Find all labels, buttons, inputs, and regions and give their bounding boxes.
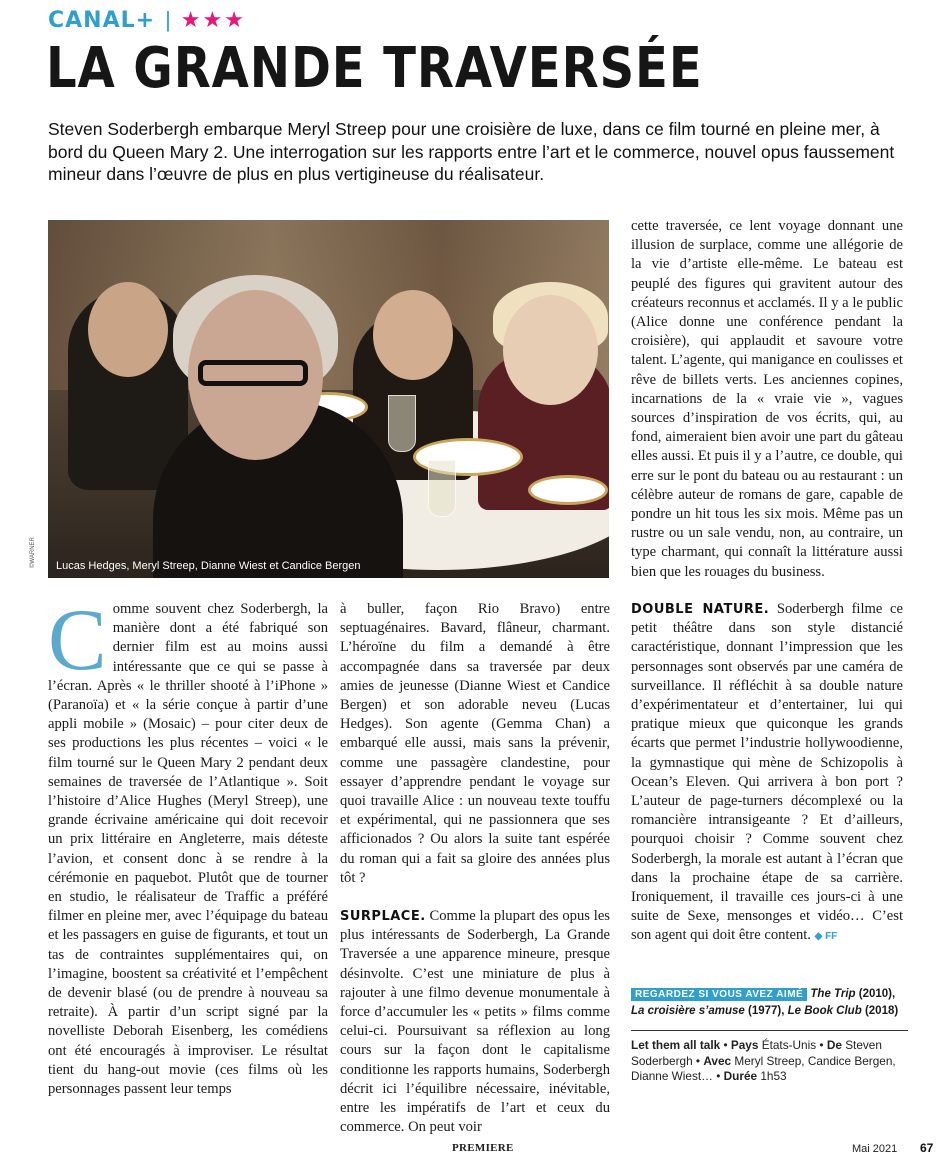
bullet: • (816, 1038, 827, 1052)
body-column-3 (631, 600, 903, 947)
issue-date: Mai 2021 (852, 1143, 898, 1155)
wine-glass (428, 460, 456, 517)
body-paragraph-double-nature (631, 600, 903, 947)
director-label: De (826, 1038, 842, 1052)
subhead-double-nature: DOUBLE NATURE. (631, 602, 770, 617)
wine-glass (388, 395, 416, 452)
subhead-surplace: SURPLACE. (340, 909, 426, 925)
photo-caption: Lucas Hedges, Meryl Streep, Dianne Wiest et Candice Bergen (56, 560, 361, 572)
recommended-year: (2018) (861, 1005, 899, 1017)
cast-label: Avec (703, 1053, 732, 1068)
article-lead: Steven Soderbergh embarque Meryl Streep pour une croisière de luxe, dans ce film tourné en pleine mer, à bord du Queen Mary 2. Une interrogation sur les rapports entre l’art et le commerce, nouvel opus faussement mineur dans l’œuvre de plus en plus vertigineuse du réalisateur. (48, 119, 895, 184)
recommended-film: La croisière s’amuse (631, 1005, 745, 1017)
body-text: Comme la plupart des opus les plus intéressants de Soderbergh, La Grande Traversée a une apparence mineure, presque désinvolte. C’est une miniature de plus à rajouter à une filmo devenue monumentale à force d’accumuler les « petits » films comme celui-ci. Poursuivant sa réflexion au long cours sur la façon dont le capitalisme conditionne les rapports humains, Soderbergh décrit ici l’équilibre nécessaire, inévitable, entre les impératifs de l’art et ceux du commerce. On peut voir (340, 908, 610, 1136)
film-still-photo (48, 220, 609, 578)
photo-credit: ©WARNER (30, 537, 36, 568)
person-candice-bergen-head (503, 295, 598, 405)
bullet: • (712, 1069, 724, 1083)
eyeglasses (198, 360, 308, 386)
recommended-year: (2010), (855, 988, 896, 1000)
director-value: Steven Soderbergh (631, 1038, 882, 1068)
info-divider (631, 1030, 908, 1031)
recommended-film: The Trip (810, 988, 856, 1000)
rating-stars: ★★★ (180, 7, 246, 33)
person-dianne-wiest-head (373, 290, 453, 380)
person-lucas-hedges-head (88, 282, 168, 377)
article-title: LA GRANDE TRAVERSÉE (46, 36, 703, 101)
duration-label: Durée (723, 1069, 758, 1083)
drop-cap: C (48, 592, 107, 689)
body-paragraph: omme souvent chez Soderbergh, la manière dont a été fabriqué son dernier film est au moins aussi intéressante que ce qui se passe à l’écran. Après « le thriller shooté à l’iPhone » (Paranoïa) et « la série conçue à partir d’une appli mobile » (Mosaic) – pour citer deux de ses productions les plus récentes – voici « le film tourné sur le Queen Mary 2 pendant deux semaines de traversée de l’Atlantique ». Soit l’histoire d’Alice Hughes (Meryl Streep), une grande écrivaine américaine qui doit recevoir un prix littéraire en Angleterre, mais déteste l’avion, et consent donc à se rendre à la cérémonie en paquebot. Plutôt que de tourner en studio, le réalisateur de Traffic a préféré filmer en pleine mer, avec l’équipage du bateau et les passagers en guise de figurants, et tout un tas de contraintes supplémentaires qui, on l’imagine, boostent sa créativité et l’empêchent de devenir blasé (ou de prendre à nouveau sa retraite). À partir d’un script signé par la novelliste Deborah Eisenberg, les comédiens ont été encouragés à improviser. Le résultat tient du hang-out movie (ces films où les personnages passent leur temps (48, 601, 328, 1098)
body-paragraph: à buller, façon Rio Bravo) entre septuagénaires. Bavard, flâneur, charmant. L’héroïne du film a demandé à être accompagnée dans sa traversée par deux amies de jeunesse (Dianne Wiest et Candice Bergen) et son adorable neveu (Lucas Hedges). Son agente (Gemma Chan) a embarqué elle aussi, mais sans la prévenir, comme une passagère clandestine, pour essayer d’apprendre pendant le voyage sur quoi travaille Alice : un nouveau texte touffu et expérimental, qui ne passionnera que ses afficionados ? Ou alors la suite tant espérée du roman qui a fait sa gloire des années plus tôt ? (340, 601, 610, 886)
film-info (631, 1038, 906, 1085)
original-title: Let them all talk (631, 1038, 721, 1052)
body-text: Soderbergh filme ce petit théâtre dans son style distancié caractéristique, donnant l’impression que les personnages sont observés par une caméra de surveillance. Il réfléchit à sa double nature d’expérimentateur et d’entertainer, lui qui pratique mieux que quiconque les grands écarts que permet l’industrie hollywoodienne, la gymnastique qui mène de Schizopolis à Ocean’s Eleven. Qui arrivera à bon port ? L’auteur de page-turners décomplexé ou la romancière intransigeante ? Et d’ailleurs, pourquoi choisir ? Comme souvent chez Soderbergh, la morale est autant à l’écran que dans la prochaine étape de sa carrière. Ironiquement, il travaille ces jours-ci à une suite de Sexe, mensonges et vidéo… C’est son agent qui doit être content. (631, 601, 903, 944)
cast-value: Meryl Streep, Candice Bergen, Dianne Wiest… (631, 1053, 896, 1083)
page-number: 67 (920, 1141, 934, 1155)
body-column-1 (48, 592, 328, 1099)
rubric-header (48, 6, 246, 34)
channel-label: CANAL+ (48, 7, 156, 33)
body-paragraph-surplace (340, 907, 610, 1137)
dinner-plate (528, 475, 608, 505)
bullet: • (692, 1053, 704, 1068)
recommended-year: (1977), (744, 1005, 788, 1017)
country-value: États-Unis (761, 1038, 817, 1052)
body-column-3-top (631, 217, 903, 582)
body-column-2 (340, 600, 610, 1137)
recommendation-label: REGARDEZ SI VOUS AVEZ AIMÉ (631, 988, 807, 1001)
header-separator: | (165, 7, 171, 32)
author-signature: ◆ FF (814, 931, 838, 943)
body-paragraph: cette traversée, ce lent voyage donnant une illusion de surplace, comme une allégorie de la vie d’artiste elle-même. Le bateau est peuplé des figures qui gravitent autour des créateurs reconnus et acclamés. Il y a le public (Alice donne une conférence pendant la croisière), qui applaudit et savoure votre talent. L’agente, qui manigance en coulisses et rêve de billets verts. Les anciennes copines, incarnations de la « vraie vie », vagues sources d’inspiration de vos écrits, qui, au fond, aimeraient bien avoir une part du gâteau elles aussi. Et puis il y a l’autre, ce double, qui erre sur le pont du bateau ou au restaurant : un célèbre auteur de romans de gare, capable de pondre un hit tous les six mois. Même pas un rustre ou un sale vendu, non, au contraire, un type charmant, qui connaît la littérature aussi bien que les rouages du business. (631, 218, 903, 580)
recommendation-box (631, 986, 906, 1020)
country-label: Pays (730, 1038, 759, 1052)
magazine-logo: PREMIERE (452, 1142, 514, 1154)
recommended-film: Le Book Club (787, 1005, 862, 1017)
bullet: • (720, 1038, 731, 1052)
duration-value: 1h53 (760, 1069, 787, 1083)
